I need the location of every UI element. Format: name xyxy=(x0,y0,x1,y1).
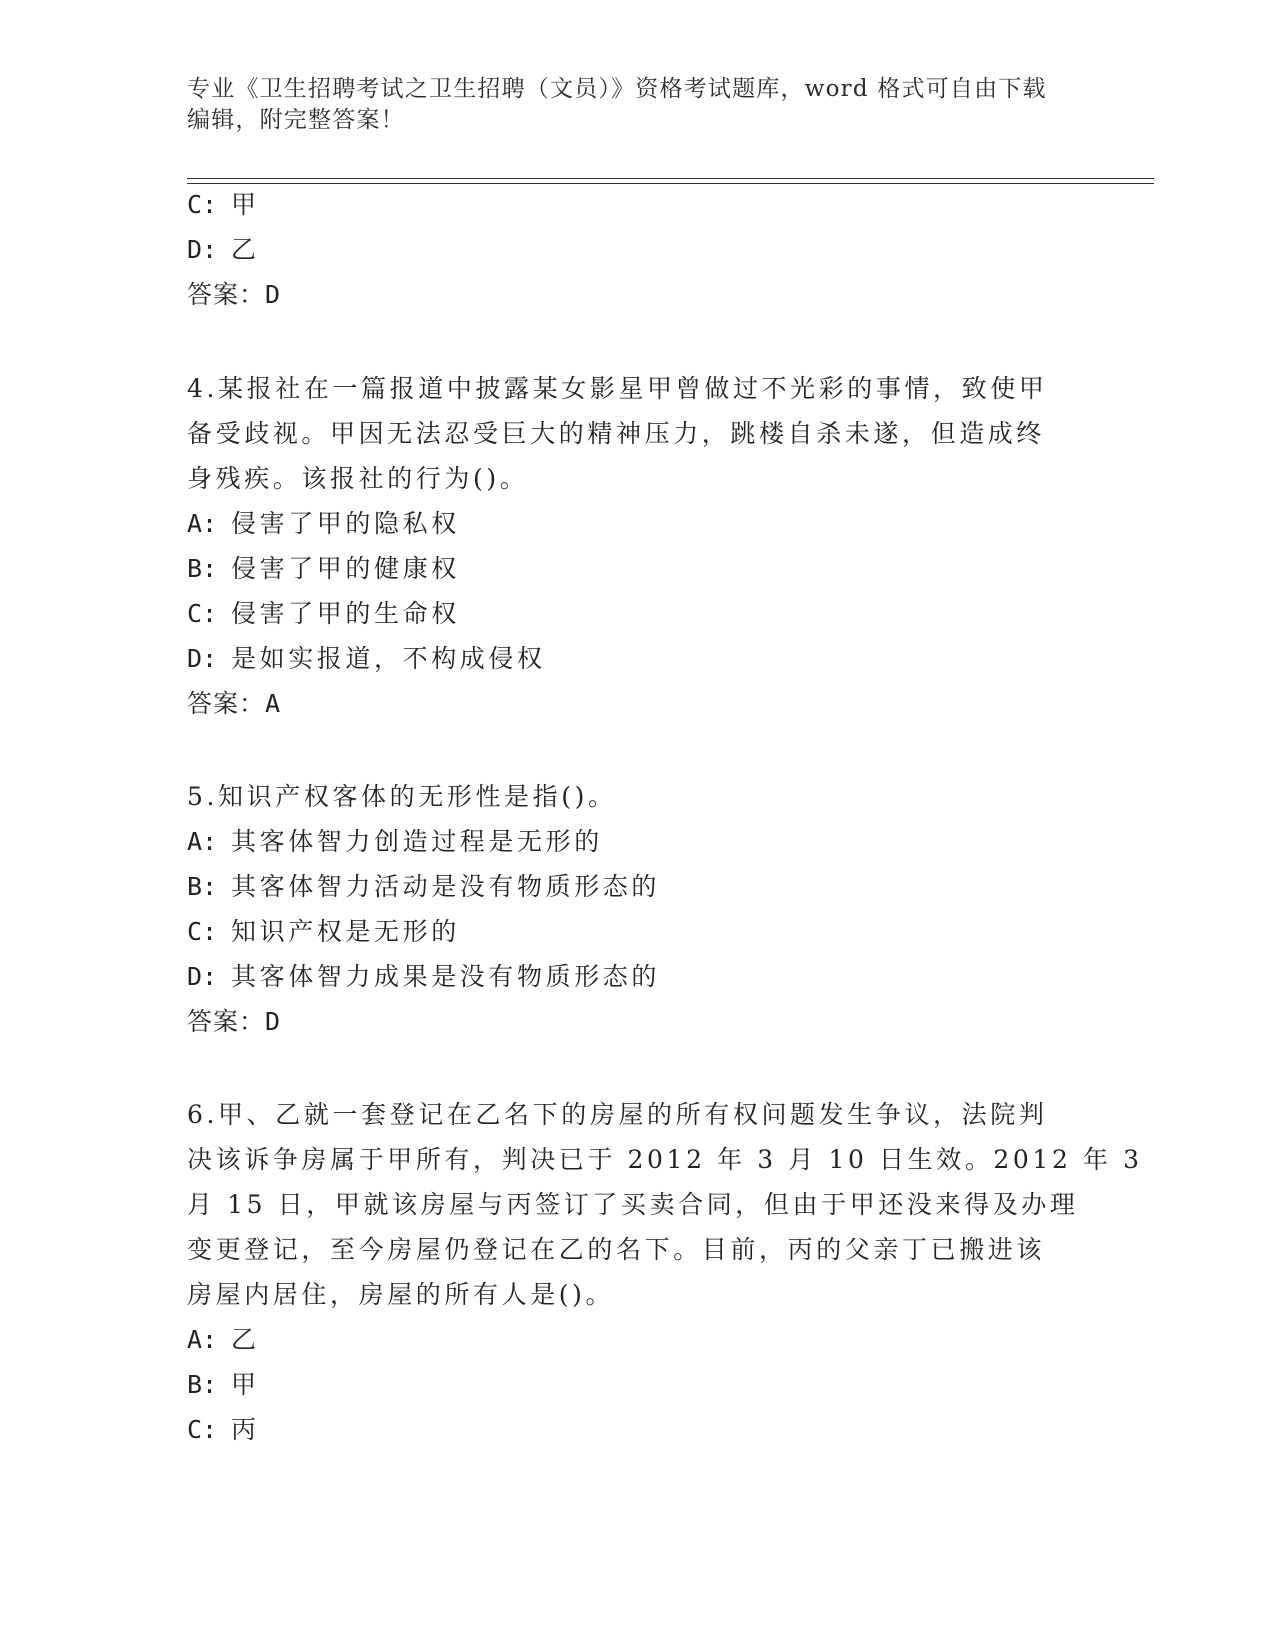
q3-answer: 答案：D xyxy=(187,280,282,309)
q3-option-c: C: 甲 xyxy=(187,190,260,219)
q4-answer: 答案：A xyxy=(187,689,282,718)
q5-option-a: A: 其客体智力创造过程是无形的 xyxy=(187,827,603,856)
q6-option-b: B: 甲 xyxy=(187,1370,260,1399)
q6-option-a: A: 乙 xyxy=(187,1325,260,1354)
q6-stem-line-3: 月 15 日，甲就该房屋与丙签订了买卖合同，但由于甲还没来得及办理 xyxy=(187,1190,1079,1219)
q3-option-d: D: 乙 xyxy=(187,235,260,264)
header-divider-bottom xyxy=(187,183,1154,184)
q5-answer: 答案：D xyxy=(187,1007,282,1036)
q4-option-a: A: 侵害了甲的隐私权 xyxy=(187,509,460,538)
header-line-1: 专业《卫生招聘考试之卫生招聘（文员）》资格考试题库，word 格式可自由下载 xyxy=(187,76,1047,102)
document-header xyxy=(187,74,1087,136)
q4-option-d: D: 是如实报道，不构成侵权 xyxy=(187,644,546,673)
q6-stem-line-5: 房屋内居住，房屋的所有人是()。 xyxy=(187,1280,615,1309)
q5-stem-line-1: 5.知识产权客体的无形性是指()。 xyxy=(187,782,617,811)
q6-stem-line-2: 决该诉争房属于甲所有，判决已于 2012 年 3 月 10 日生效。2012 年 3 xyxy=(187,1145,1143,1174)
q6-stem-line-1: 6.甲、乙就一套登记在乙名下的房屋的所有权问题发生争议，法院判 xyxy=(187,1100,1048,1129)
q5-option-d: D: 其客体智力成果是没有物质形态的 xyxy=(187,962,661,991)
q5-option-c: C: 知识产权是无形的 xyxy=(187,917,460,946)
header-divider-top xyxy=(187,178,1154,179)
q4-stem-line-2: 备受歧视。甲因无法忍受巨大的精神压力，跳楼自杀未遂，但造成终 xyxy=(187,419,1046,448)
q4-stem-line-3: 身残疾。该报社的行为()。 xyxy=(187,464,529,493)
q5-option-b: B: 其客体智力活动是没有物质形态的 xyxy=(187,872,661,901)
header-line-2: 编辑，附完整答案！ xyxy=(187,107,405,133)
q4-stem-line-1: 4.某报社在一篇报道中披露某女影星甲曾做过不光彩的事情，致使甲 xyxy=(187,374,1048,403)
q4-option-b: B: 侵害了甲的健康权 xyxy=(187,554,460,583)
q6-stem-line-4: 变更登记，至今房屋仍登记在乙的名下。目前，丙的父亲丁已搬进该 xyxy=(187,1235,1046,1264)
q6-option-c: C: 丙 xyxy=(187,1415,260,1444)
q4-option-c: C: 侵害了甲的生命权 xyxy=(187,599,460,628)
